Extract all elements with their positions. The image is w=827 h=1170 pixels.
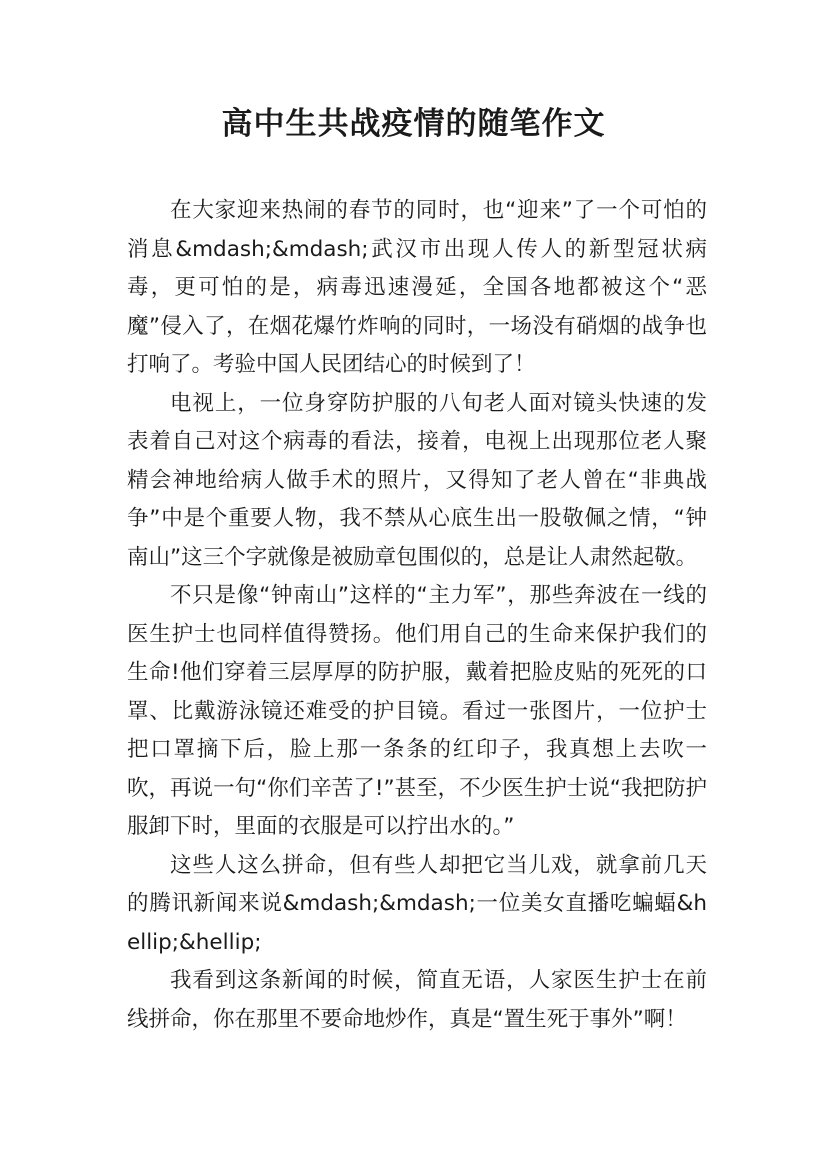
paragraph-1: 在大家迎来热闹的春节的同时，也“迎来”了一个可怕的消息&mdash;&mdash;武汉市出现人传人的新型冠状病毒，更可怕的是，病毒迅速漫延，全国各地都被这个“恶魔”侵入了，在烟花爆竹炸响的同时，一场没有硝烟的战争也打响了。考验中国人民团结心的时候到了！ (127, 198, 707, 377)
paragraph-5: 我看到这条新闻的时候，简直无语，人家医生护士在前线拼命，你在那里不要命地炒作，真是“置生死于事外”啊！ (127, 968, 707, 1032)
paragraph-3: 不只是像“钟南山”这样的“主力军”，那些奔波在一线的医生护士也同样值得赞扬。他们用自己的生命来保护我们的生命!他们穿着三层厚厚的防护服，戴着把脸皮贴的死死的口罩、比戴游泳镜还难受的护目镜。看过一张图片，一位护士把口罩摘下后，脸上那一条条的红印子，我真想上去吹一吹，再说一句“你们辛苦了!”甚至，不少医生护士说“我把防护服卸下时，里面的衣服是可以拧出水的。” (127, 583, 707, 839)
document-body (127, 192, 707, 1039)
document-title: 高中生共战疫情的随笔作文 (221, 106, 606, 142)
paragraph-2: 电视上，一位身穿防护服的八旬老人面对镜头快速的发表着自己对这个病毒的看法，接着，电视上出现那位老人聚精会神地给病人做手术的照片，又得知了老人曾在“非典战争”中是个重要人物，我不禁从心底生出一股敬佩之情，“钟南山”这三个字就像是被励章包围似的，总是让人肃然起敬。 (127, 390, 707, 570)
paragraph-4: 这些人这么拼命，但有些人却把它当儿戏，就拿前几天的腾讯新闻来说&mdash;&mdash;一位美女直播吃蝙蝠&hellip;&hellip; (127, 852, 707, 955)
